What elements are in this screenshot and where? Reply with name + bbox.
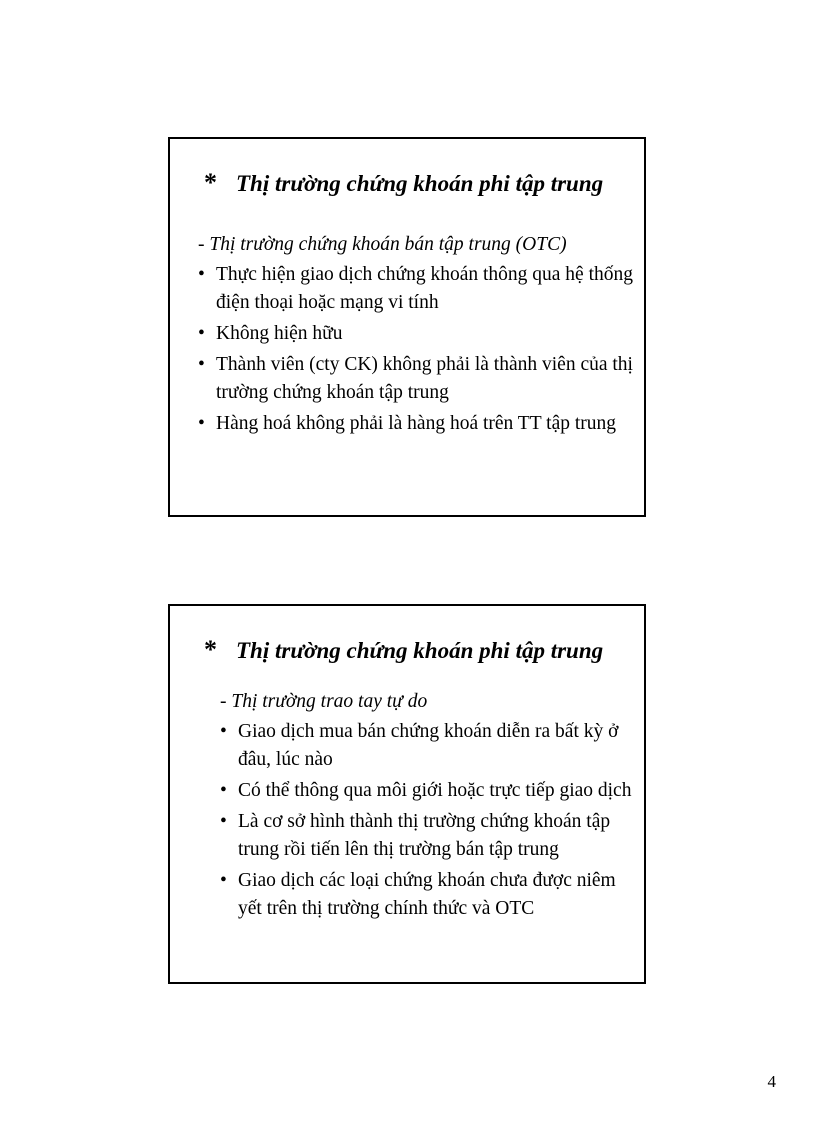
list-item-text: Thực hiện giao dịch chứng khoán thông qua hệ thống điện thoại hoặc mạng vi tính [216, 264, 634, 313]
list-item [198, 410, 638, 438]
slide-subtitle: - Thị trường trao tay tự do [220, 691, 428, 712]
list-item [220, 867, 640, 923]
list-item [198, 351, 638, 407]
slide-body [198, 231, 638, 441]
list-item [220, 777, 640, 805]
bullet-icon: • [198, 354, 205, 375]
slide-title [204, 169, 603, 198]
list-item-text: Hàng hoá không phải là hàng hoá trên TT tập trung [216, 413, 617, 434]
slide-title-text: Thị trường chứng khoán phi tập trung [236, 171, 604, 196]
bullet-icon: • [220, 870, 227, 891]
list-item [198, 261, 638, 317]
slide-title-text: Thị trường chứng khoán phi tập trung [236, 638, 604, 663]
list-item-text: Thành viên (cty CK) không phải là thành viên của thị trường chứng khoán tập trung [216, 354, 633, 403]
asterisk-icon: * [204, 635, 217, 664]
bullet-icon: • [198, 323, 205, 344]
bullet-icon: • [220, 780, 227, 801]
bullet-icon: • [198, 264, 205, 285]
page-number: 4 [767, 1072, 776, 1091]
slide-2 [168, 604, 646, 984]
slide-title [204, 636, 603, 665]
bullet-list [198, 261, 638, 438]
list-item-text: Giao dịch các loại chứng khoán chưa được niêm yết trên thị trường chính thức và OTC [238, 870, 616, 919]
bullet-icon: • [220, 811, 227, 832]
bullet-list [220, 718, 640, 923]
list-item-text: Giao dịch mua bán chứng khoán diễn ra bất kỳ ở đâu, lúc nào [238, 721, 619, 770]
list-item [220, 808, 640, 864]
slide-1 [168, 137, 646, 517]
slide-body [220, 688, 640, 926]
asterisk-icon: * [204, 168, 217, 197]
list-item [198, 320, 638, 348]
bullet-icon: • [198, 413, 205, 434]
bullet-icon: • [220, 721, 227, 742]
list-item-text: Không hiện hữu [216, 323, 343, 344]
list-item-text: Là cơ sở hình thành thị trường chứng khoán tập trung rồi tiến lên thị trường bán tập trung [238, 811, 611, 860]
list-item [220, 718, 640, 774]
list-item-text: Có thể thông qua môi giới hoặc trực tiếp giao dịch [238, 780, 632, 801]
slide-subtitle: - Thị trường chứng khoán bán tập trung (OTC) [198, 234, 567, 255]
